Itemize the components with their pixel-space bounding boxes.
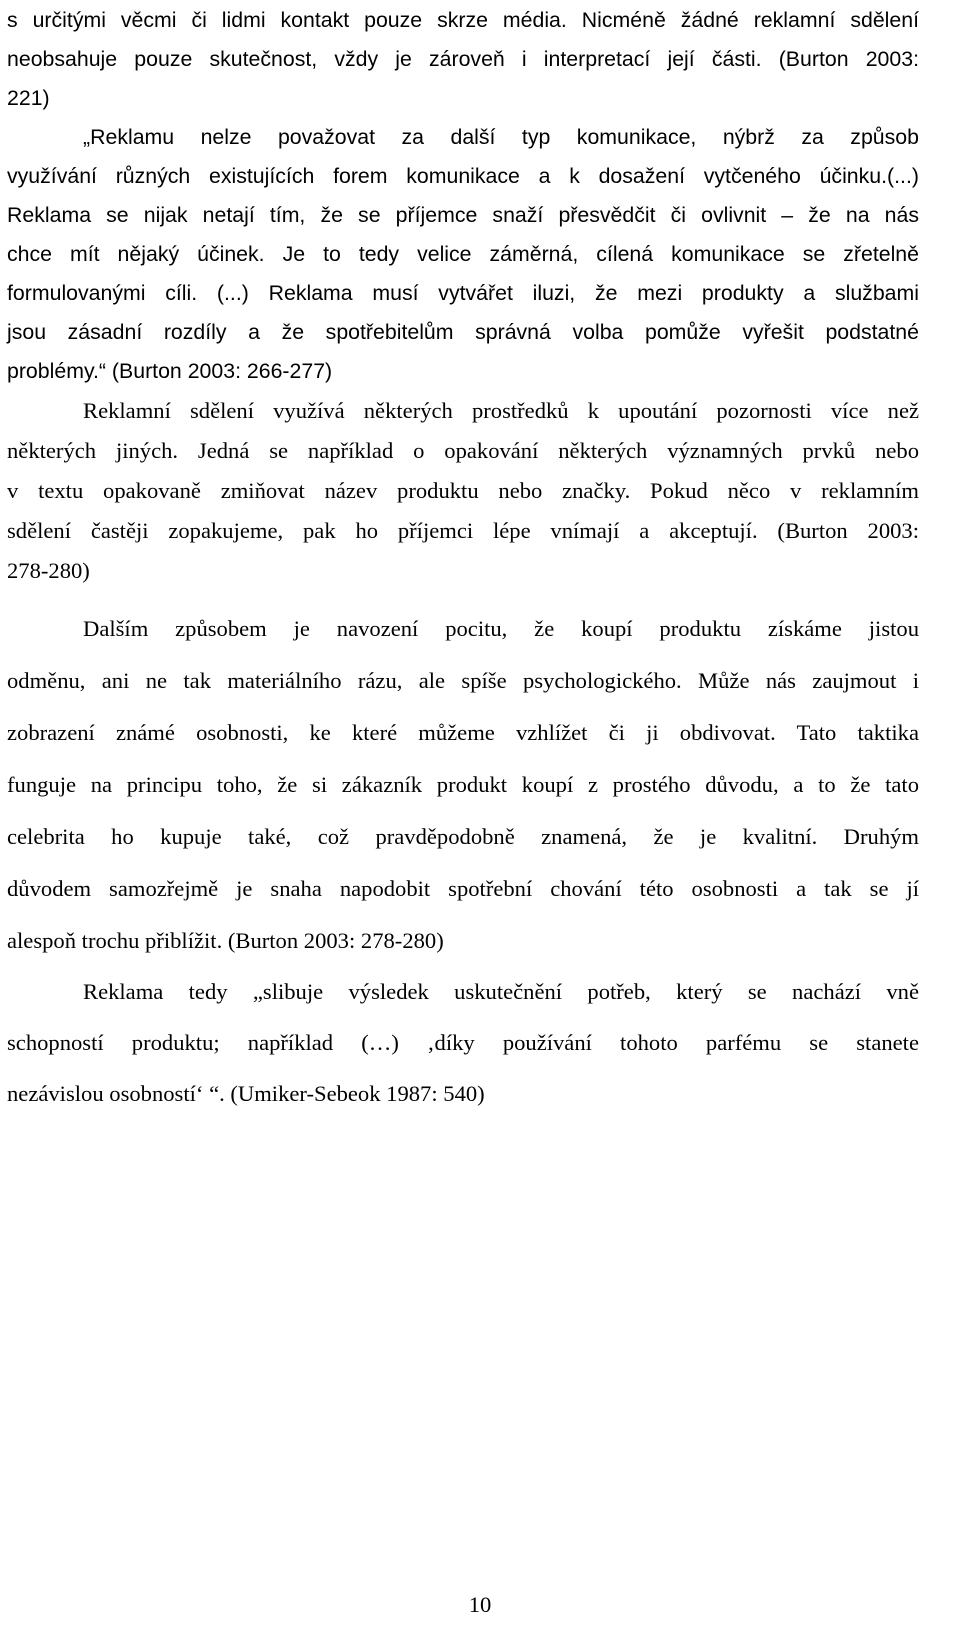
text-line: některých jiných. Jedná se například o opakování některých významných prvků nebo xyxy=(7,438,919,463)
text-line: Reklamní sdělení využívá některých prostředků k upoutání pozornosti více než xyxy=(83,398,919,423)
text-line: alespoň trochu přiblížit. (Burton 2003: 278-280) xyxy=(7,928,444,953)
text-line: chce mít nějaký účinek. Je to tedy velice záměrná, cílená komunikace se zřetelně xyxy=(7,242,919,266)
text-line: Reklama se nijak netají tím, že se příjemce snaží přesvědčit či ovlivnit – že na nás xyxy=(7,203,919,227)
text-line: „Reklamu nelze považovat za další typ komunikace, nýbrž za způsob xyxy=(83,125,919,149)
text-line: jsou zásadní rozdíly a že spotřebitelům správná volba pomůže vyřešit podstatné xyxy=(7,320,919,344)
text-line: 278-280) xyxy=(7,558,90,583)
text-line: 221) xyxy=(7,86,50,110)
text-line: nezávislou osobností‘ “. (Umiker-Sebeok 1987: 540) xyxy=(7,1081,485,1106)
text-line: v textu opakovaně zmiňovat název produktu nebo značky. Pokud něco v reklamním xyxy=(7,478,919,503)
text-line: formulovanými cíli. (...) Reklama musí vytvářet iluzi, že mezi produkty a službami xyxy=(7,281,919,305)
text-line: Dalším způsobem je navození pocitu, že koupí produktu získáme jistou xyxy=(83,616,919,641)
text-line: důvodem samozřejmě je snaha napodobit spotřební chování této osobnosti a tak se jí xyxy=(7,876,919,901)
text-line: s určitými věcmi či lidmi kontakt pouze skrze média. Nicméně žádné reklamní sdělení xyxy=(7,8,919,32)
text-line: sdělení častěji zopakujeme, pak ho příjemci lépe vnímají a akceptují. (Burton 2003: xyxy=(7,518,919,543)
text-line: celebrita ho kupuje také, což pravděpodobně znamená, že je kvalitní. Druhým xyxy=(7,824,919,849)
text-line: odměnu, ani ne tak materiálního rázu, ale spíše psychologického. Může nás zaujmout i xyxy=(7,668,919,693)
text-line: zobrazení známé osobnosti, ke které můžeme vzhlížet či ji obdivovat. Tato taktika xyxy=(7,720,919,745)
text-line: funguje na principu toho, že si zákazník produkt koupí z prostého důvodu, a to že tato xyxy=(7,772,919,797)
text-line: schopností produktu; například (…) ‚díky používání tohoto parfému se stanete xyxy=(7,1030,919,1055)
page-number: 10 xyxy=(468,1592,492,1617)
text-line: problémy.“ (Burton 2003: 266-277) xyxy=(7,359,333,383)
text-line: využívání různých existujících forem komunikace a k dosažení vytčeného účinku.(...) xyxy=(7,164,919,188)
text-line: neobsahuje pouze skutečnost, vždy je zároveň i interpretací její části. (Burton 2003: xyxy=(7,47,919,71)
text-line: Reklama tedy „slibuje výsledek uskutečnění potřeb, který se nachází vně xyxy=(83,979,919,1004)
